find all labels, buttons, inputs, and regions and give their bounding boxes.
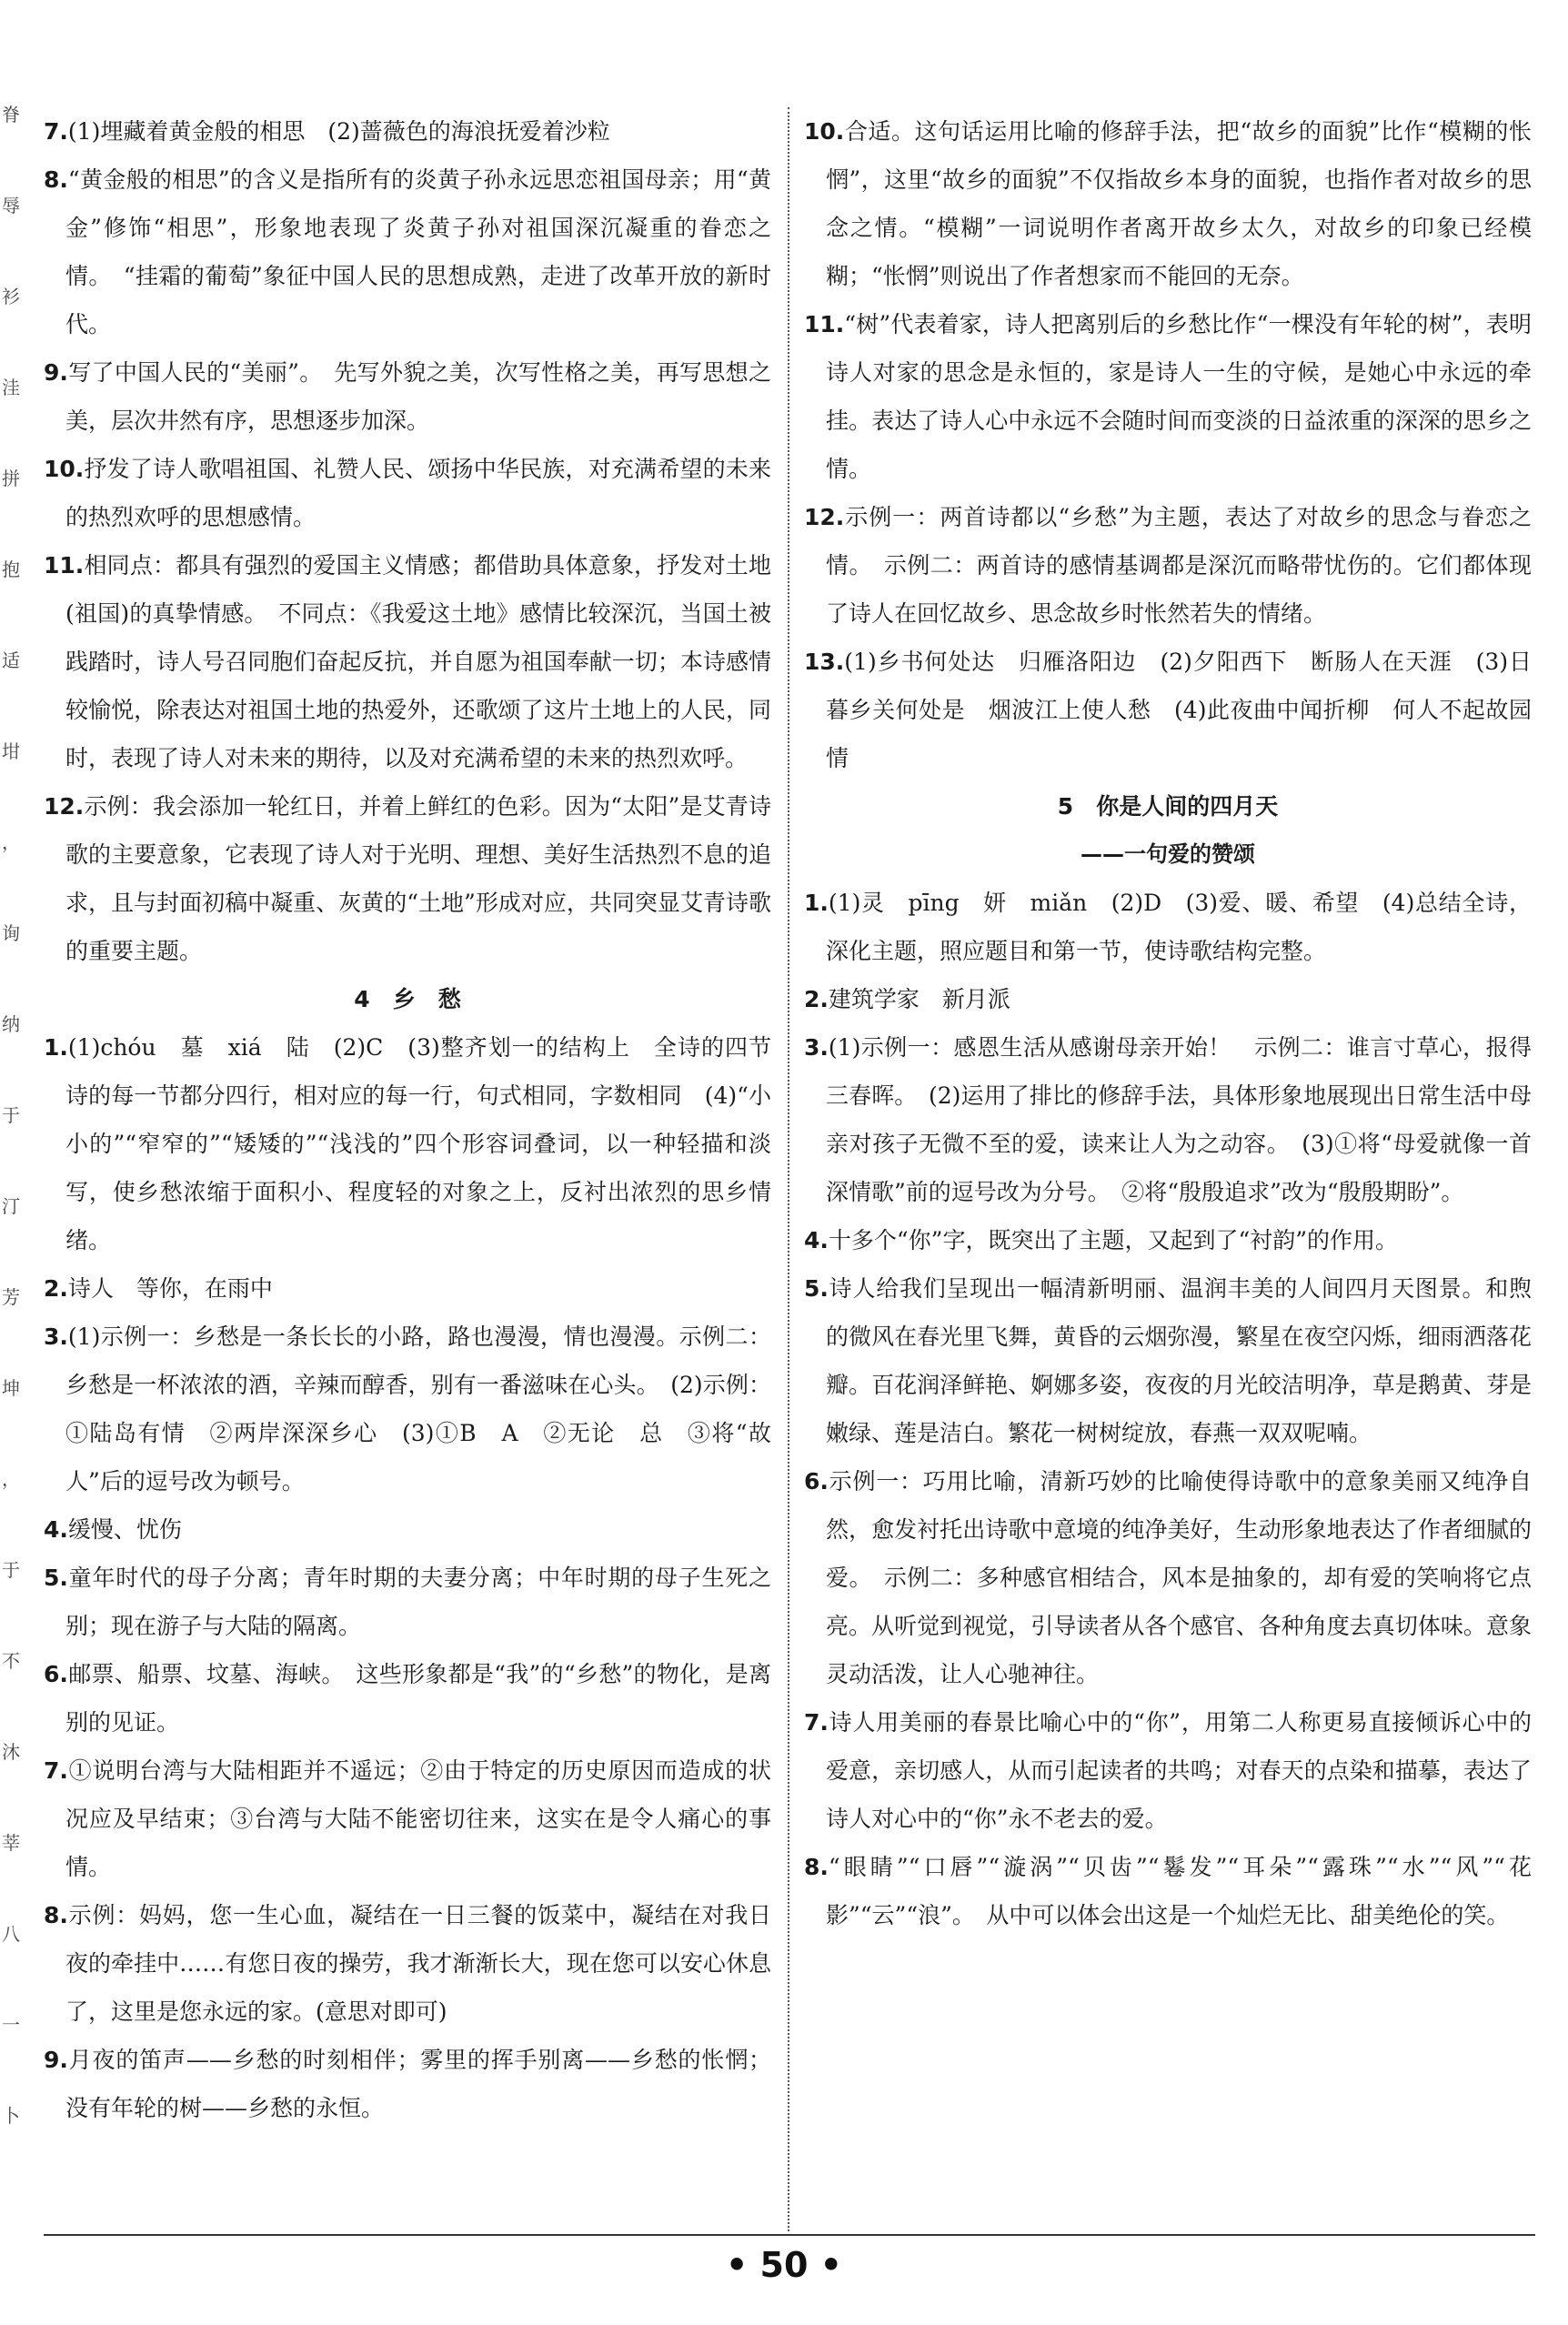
answer-item [44,107,771,156]
answer-item [804,638,1532,782]
answer-text: 合适。这句话运用比喻的修辞手法，把“故乡的面貌”比作“模糊的怅惘”，这里“故乡的面貌”不仅指故乡本身的面貌，也指作者对故乡的思念之情。“模糊”一词说明作者离开故乡太久，对故乡的印象已经模糊；“怅惘”则说出了作者想家而不能回的无奈。 [826,118,1532,289]
answer-text: (1)chóu 墓 xiá 陆 (2)C (3)整齐划一的结构上 全诗的四节诗的每一节都分四行，相对应的每一行，句式相同，字数相同 (4)“小小的”“窄窄的”“矮矮的”“浅浅的”四个形容词叠词，以一种轻描和淡写，使乡愁浓缩于面积小、程度轻的对象之上，反衬出浓烈的思乡情绪。 [65,1034,771,1253]
answer-number: 5. [804,1275,829,1302]
answer-item [44,541,771,782]
answer-number: 5. [44,1565,68,1591]
margin-fragment: 适 [2,649,20,671]
answer-item [44,782,771,975]
answer-text: 相同点：都具有强烈的爱国主义情感；都借助具体意象，抒发对土地(祖国)的真挚情感。 不同点：《我爱这土地》感情比较深沉，当国土被践踏时，诗人号召同胞们奋起反抗，并自愿为祖国奉献一切；本诗感情较愉悦，除表达对祖国土地的热爱外，还歌颂了这片土地上的人民，同时，表现了诗人对未来的期待，以及对充满希望的未来的热烈欢呼。 [65,552,771,771]
binding-margin-fragments [0,100,27,2229]
answer-number: 7. [44,1757,68,1784]
margin-fragment: 于 [2,1559,20,1581]
answer-text: 诗人给我们呈现出一幅清新明丽、温润丰美的人间四月天图景。和煦的微风在春光里飞舞，黄昏的云烟弥漫，繁星在夜空闪烁，细雨洒落花瓣。百花润泽鲜艳、婀娜多姿，夜夜的月光皎洁明净，草是鹅黄、芽是嫩绿、莲是洁白。繁花一树树绽放，春燕一双双呢喃。 [826,1275,1532,1446]
answer-text: 写了中国人民的“美丽”。 先写外貌之美，次写性格之美，再写思想之美，层次井然有序，思想逐步加深。 [65,359,771,434]
answer-item [44,1650,771,1746]
margin-fragment: 芳 [2,1286,20,1308]
right-column [804,107,1532,1939]
answer-item [804,1023,1532,1216]
answer-number: 11. [44,552,85,579]
answer-number: 11. [804,311,845,337]
answer-text: “眼睛”“口唇”“漩涡”“贝齿”“鬈发”“耳朵”“露珠”“水”“风”“花影”“云”“浪”。 从中可以体会出这是一个灿烂无比、甜美绝伦的笑。 [826,1854,1532,1928]
answer-number: 2. [804,986,829,1012]
margin-fragment: 拼 [2,468,20,489]
answer-item [804,1843,1532,1939]
answer-item [44,1505,771,1554]
answer-text: 十多个“你”字，既突出了主题，又起到了“衬韵”的作用。 [828,1227,1399,1253]
answer-item [804,493,1532,638]
answer-text: 诗人 等你，在雨中 [67,1275,273,1302]
answer-item [804,1457,1532,1698]
margin-fragment: 洼 [2,377,20,398]
answer-number: 8. [44,166,68,193]
margin-fragment: 脊 [2,104,20,126]
section-title: 5 你是人间的四月天 [1057,793,1279,820]
answer-text: 缓慢、忧伤 [67,1516,182,1543]
answer-item [44,1746,771,1891]
section-subtitle: ——一句爱的赞颂 [1081,841,1255,867]
margin-fragment: 八 [2,1923,20,1945]
answer-number: 4. [804,1227,829,1253]
answer-text: (1)灵 pīng 妍 miǎn (2)D (3)爱、暖、希望 (4)总结全诗，深化主题，照应题目和第一节，使诗歌结构完整。 [826,890,1532,964]
answer-text: 童年时代的母子分离；青年时期的夫妻分离；中年时期的母子生死之别；现在游子与大陆的隔离。 [65,1565,771,1639]
answer-item [44,1313,771,1505]
answer-text: 诗人用美丽的春景比喻心中的“你”，用第二人称更易直接倾诉心中的爱意，亲切感人，从而引起读者的共鸣；对春天的点染和描摹，表达了诗人对心中的“你”永不老去的爱。 [826,1709,1532,1832]
margin-fragment: 莘 [2,1832,20,1854]
answer-text: ①说明台湾与大陆相距并不遥远；②由于特定的历史原因而造成的状况应及早结束；③台湾与大陆不能密切往来，这实在是令人痛心的事情。 [65,1757,771,1880]
answer-number: 12. [804,504,845,530]
answer-item [804,1264,1532,1457]
answer-number: 8. [44,1902,68,1928]
answer-number: 10. [44,456,85,482]
answer-item [44,156,771,348]
margin-fragment: 一 [2,2014,20,2036]
answer-number: 6. [804,1468,829,1495]
margin-fragment: ， [2,831,20,853]
answer-item [804,1698,1532,1843]
answer-item [44,1891,771,2036]
answer-text: 建筑学家 新月派 [828,986,1010,1012]
answer-item [44,1023,771,1264]
answer-number: 4. [44,1516,68,1543]
answer-number: 3. [44,1324,68,1350]
answer-item [44,348,771,445]
answer-item [804,1216,1532,1264]
answer-text: 抒发了诗人歌唱祖国、礼赞人民、颂扬中华民族，对充满希望的未来的热烈欢呼的思想感情。 [65,456,771,530]
answer-number: 7. [44,118,68,145]
answer-item [44,2036,771,2132]
margin-fragment: 卜 [2,2105,20,2127]
answer-number: 2. [44,1275,68,1302]
answer-item [804,107,1532,300]
margin-fragment: 不 [2,1650,20,1672]
answer-number: 8. [804,1854,829,1880]
answer-text: 月夜的笛声——乡愁的时刻相伴；雾里的挥手别离——乡愁的怅惘；没有年轮的树——乡愁的永恒。 [65,2047,771,2121]
answer-item [44,1554,771,1650]
margin-fragment: 抱 [2,559,20,580]
answer-text: “黄金般的相思”的含义是指所有的炎黄子孙永远思恋祖国母亲；用“黄金”修饰“相思”，形象地表现了炎黄子孙对祖国深沉凝重的眷恋之情。 “挂霜的葡萄”象征中国人民的思想成熟，走进了改革开放的新时代。 [65,166,771,337]
section-title: 4 乡 愁 [354,986,461,1012]
margin-fragment: 坤 [2,1377,20,1399]
answer-number: 9. [44,359,68,386]
answer-text: (1)示例一：乡愁是一条长长的小路，路也漫漫，情也漫漫。示例二：乡愁是一杯浓浓的酒，辛辣而醇香，别有一番滋味在心头。 (2)示例：①陆岛有情 ②两岸深深乡心 (3)①B A ②无论 总 ③将“故人”后的逗号改为顿号。 [65,1324,771,1495]
answer-item [804,879,1532,975]
answer-number: 6. [44,1661,68,1687]
answer-text: (1)示例一：感恩生活从感谢母亲开始！ 示例二：谁言寸草心，报得三春晖。 (2)运用了排比的修辞手法，具体形象地展现出日常生活中母亲对孩子无微不至的爱，读来让人为之动容。 (3)①将“母爱就像一首深情歌”前的逗号改为分号。 ②将“殷殷追求”改为“殷殷期盼”。 [826,1034,1532,1205]
page-number: • 50 • [726,2245,842,2285]
answer-number: 1. [44,1034,68,1061]
margin-fragment: 于 [2,1104,20,1126]
answer-text: (1)埋藏着黄金般的相思 (2)蔷薇色的海浪抚爱着沙粒 [67,118,610,145]
left-column [44,107,771,2132]
answer-item [44,445,771,541]
answer-text: (1)乡书何处达 归雁洛阳边 (2)夕阳西下 断肠人在天涯 (3)日暮乡关何处是 烟波江上使人愁 (4)此夜曲中闻折柳 何人不起故园情 [826,649,1532,771]
column-divider [788,107,789,2231]
answer-number: 3. [804,1034,829,1061]
answer-text: 示例一：两首诗都以“乡愁”为主题，表达了对故乡的思念与眷恋之情。 示例二：两首诗的感情基调都是深沉而略带忧伤的。它们都体现了诗人在回忆故乡、思念故乡时怅然若失的情绪。 [826,504,1532,627]
answer-item [804,975,1532,1023]
margin-fragment: 询 [2,922,20,944]
answer-text: 示例一：巧用比喻，清新巧妙的比喻使得诗歌中的意象美丽又纯净自然，愈发衬托出诗歌中意境的纯净美好，生动形象地表达了作者细腻的爱。 示例二：多种感官相结合，风本是抽象的，却有爱的笑响将它点亮。从听觉到视觉，引导读者从各个感官、各种角度去真切体味。意象灵动活泼，让人心驰神往。 [826,1468,1532,1687]
margin-fragment: 汀 [2,1195,20,1217]
answer-text: 邮票、船票、坟墓、海峡。 这些形象都是“我”的“乡愁”的物化，是离别的见证。 [65,1661,771,1736]
answer-text: 示例：我会添加一轮红日，并着上鲜红的色彩。因为“太阳”是艾青诗歌的主要意象，它表现了诗人对于光明、理想、美好生活热烈不息的追求，且与封面初稿中凝重、灰黄的“土地”形成对应，共同突显艾青诗歌的重要主题。 [65,793,771,964]
answer-text: “树”代表着家，诗人把离别后的乡愁比作“一棵没有年轮的树”，表明诗人对家的思念是永恒的，家是诗人一生的守候，是她心中永远的牵挂。表达了诗人心中永远不会随时间而变淡的日益浓重的深深的思乡之情。 [826,311,1532,482]
answer-item [44,1264,771,1313]
answer-number: 10. [804,118,845,145]
answer-number: 7. [804,1709,829,1736]
margin-fragment: 辱 [2,195,20,216]
margin-fragment: 纳 [2,1013,20,1035]
bottom-rule [44,2234,1535,2236]
margin-fragment: 坩 [2,740,20,762]
margin-fragment: ， [2,1468,20,1490]
answer-number: 13. [804,649,845,675]
margin-fragment: 沐 [2,1741,20,1763]
answer-text: 示例：妈妈，您一生心血，凝结在一日三餐的饭菜中，凝结在对我日夜的牵挂中……有您日夜的操劳，我才渐渐长大，现在您可以安心休息了，这里是您永远的家。(意思对即可) [65,1902,771,2025]
answer-number: 9. [44,2047,68,2073]
answer-item [804,300,1532,493]
answer-number: 12. [44,793,85,820]
answer-number: 1. [804,890,829,916]
margin-fragment: 衫 [2,286,20,307]
